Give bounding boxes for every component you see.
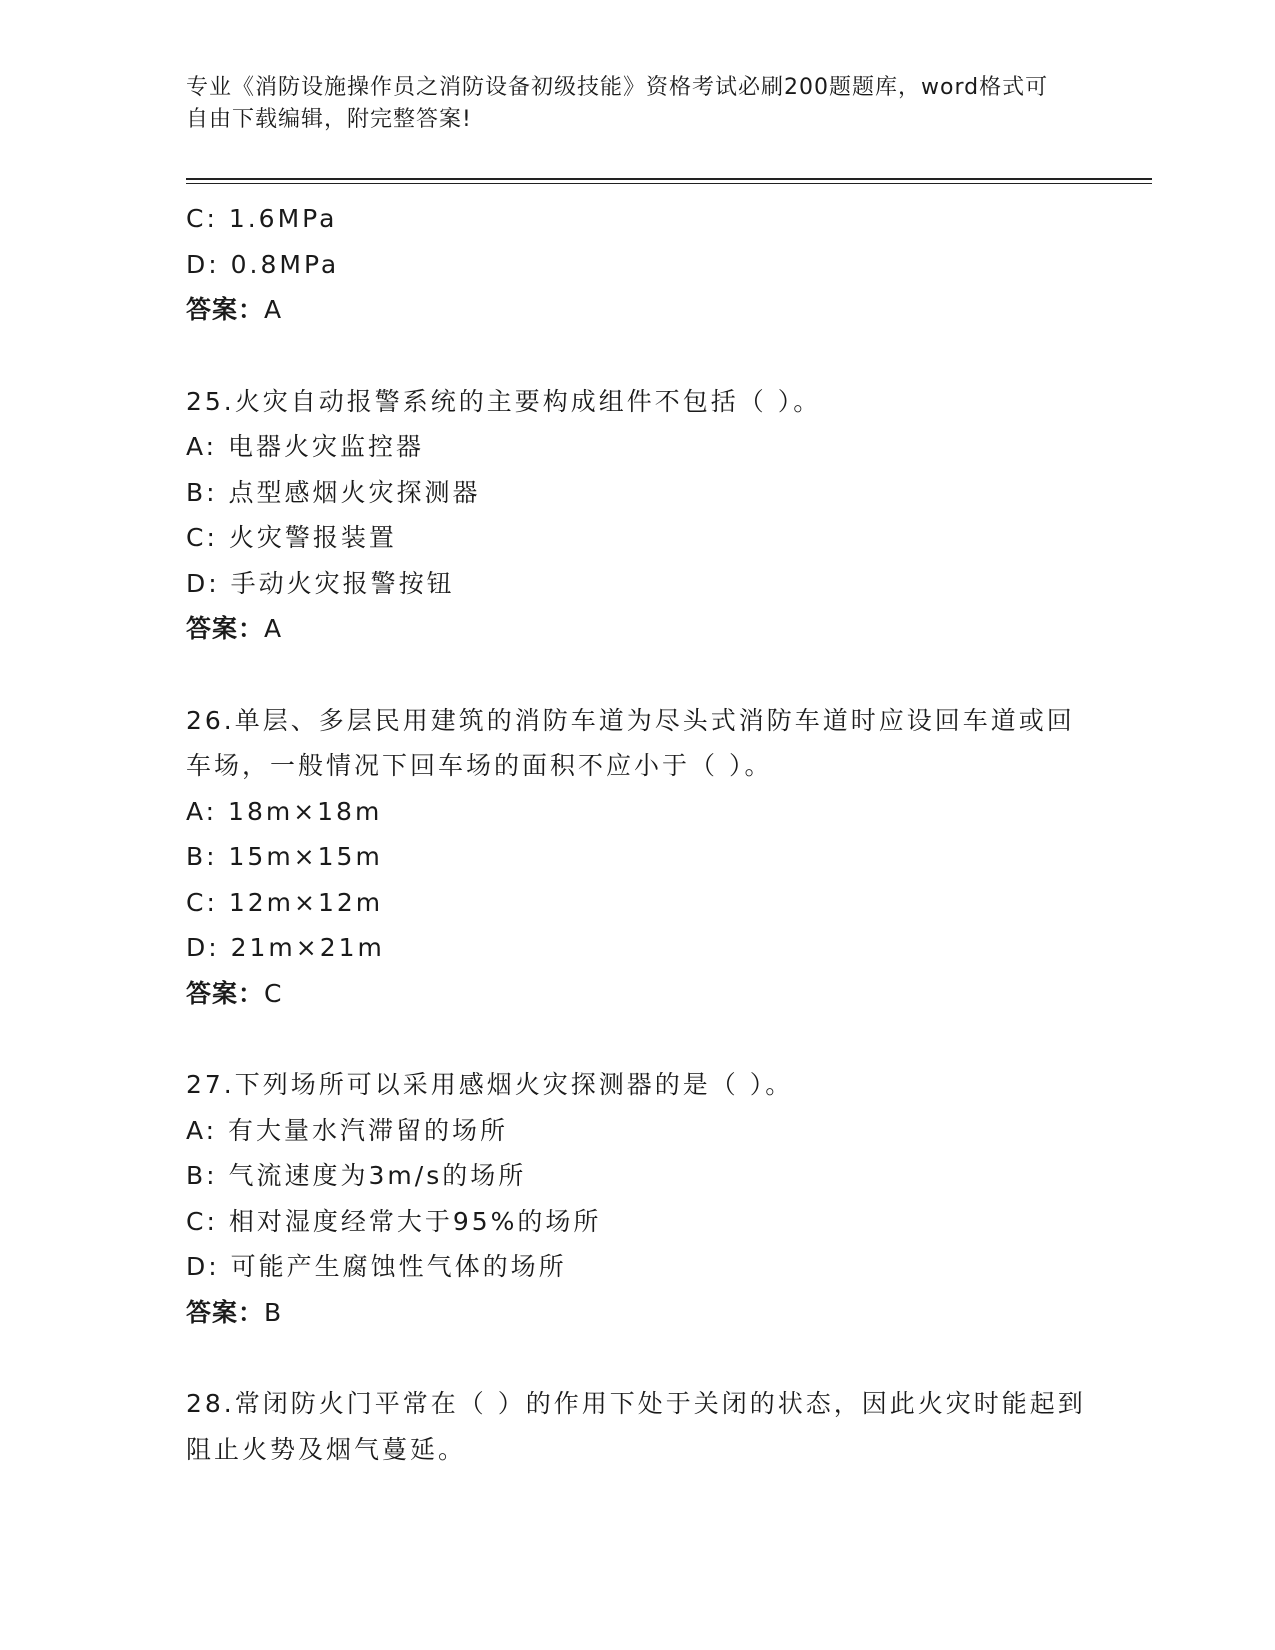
question-stem-26: 26.单层、多层民用建筑的消防车道为尽头式消防车道时应设回车道或回车场，一般情况下回车场的面积不应小于（ ）。: [186, 705, 1075, 780]
option-d: D: 21m×21m: [186, 933, 385, 962]
option-c: C: 火灾警报装置: [186, 523, 397, 552]
option-b: B: 气流速度为3m/s的场所: [186, 1161, 527, 1190]
option-a: A: 有大量水汽滞留的场所: [186, 1115, 509, 1145]
option-c: C: 相对湿度经常大于95%的场所: [186, 1206, 602, 1236]
answer-label: 答案：: [186, 295, 265, 324]
option-c: C: 1.6MPa: [186, 204, 338, 233]
answer-label: 答案：: [186, 614, 265, 643]
header-rule-thick: [186, 178, 1152, 180]
question-list: [186, 196, 1086, 1472]
option-a: A: 18m×18m: [186, 796, 383, 826]
answer-line: [186, 971, 1086, 1017]
answer-value: A: [264, 295, 283, 324]
header-rule-thin: [186, 183, 1152, 184]
question-stem-25: 25.火灾自动报警系统的主要构成组件不包括（ ）。: [186, 386, 822, 416]
question-stem-27: 27.下列场所可以采用感烟火灾探测器的是（ ）。: [186, 1070, 794, 1099]
answer-value: A: [264, 614, 283, 643]
option-d: D: 0.8MPa: [186, 249, 340, 279]
document-header: 专业《消防设施操作员之消防设备初级技能》资格考试必刷200题题库，word格式可自由下载编辑，附完整答案!: [186, 75, 1049, 132]
answer-line: [186, 1290, 1086, 1336]
answer-line: [186, 606, 1086, 652]
answer-value: B: [264, 1297, 283, 1327]
option-a: A: 电器火灾监控器: [186, 432, 425, 461]
answer-line: [186, 287, 1086, 333]
option-b: B: 点型感烟火灾探测器: [186, 477, 481, 507]
option-d: D: 手动火灾报警按钮: [186, 568, 455, 598]
answer-value: C: [264, 978, 283, 1008]
option-b: B: 15m×15m: [186, 842, 383, 871]
question-stem-28: 28.常闭防火门平常在（ ）的作用下处于关闭的状态，因此火灾时能起到阻止火势及烟气蔓延。: [186, 1389, 1086, 1464]
option-c: C: 12m×12m: [186, 887, 384, 917]
answer-label: 答案：: [186, 1297, 265, 1327]
option-d: D: 可能产生腐蚀性气体的场所: [186, 1252, 567, 1281]
answer-label: 答案：: [186, 978, 265, 1008]
